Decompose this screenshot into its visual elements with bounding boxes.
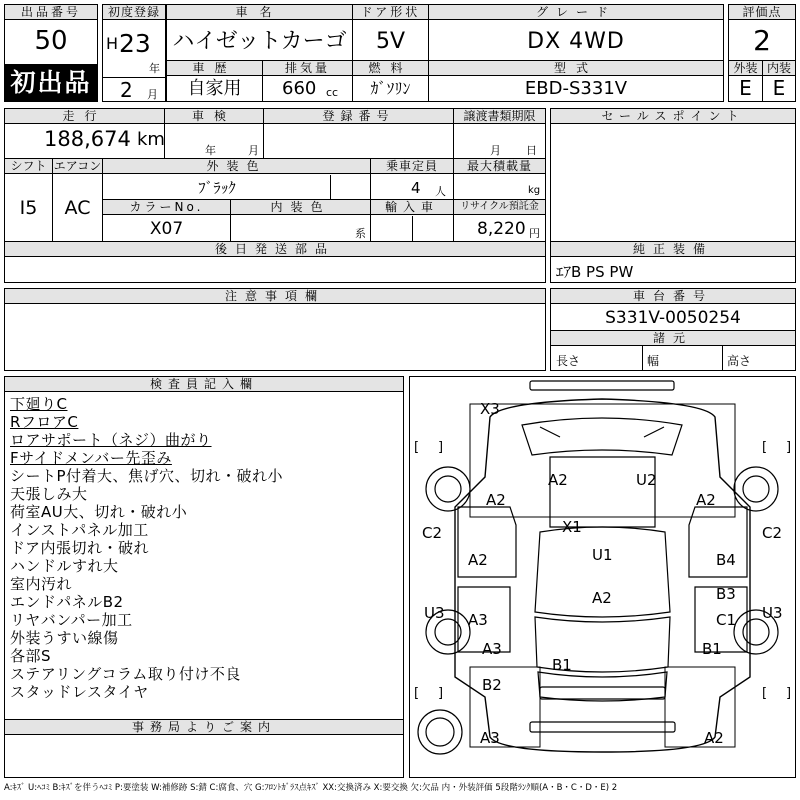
mileage: 188,674: [44, 127, 131, 151]
damage-code: U2: [636, 471, 657, 489]
equipment-list: ｴｱB PS PW: [556, 263, 634, 281]
grade: DX 4WD: [527, 29, 625, 54]
interior-grade: E: [772, 76, 786, 100]
damage-code: U3: [424, 604, 445, 622]
bracket-open: [: [414, 686, 420, 701]
ac-label: エアコン: [53, 159, 102, 173]
door-type: 5V: [375, 29, 406, 54]
damage-code: B1: [702, 640, 722, 658]
note-line: 荷室AU大、切れ・破れ小: [10, 503, 188, 521]
damage-legend: A:ｷｽﾞ U:ﾍｺﾐ B:ｷｽﾞを伴うﾍｺﾐ P:要塗装 W:補修跡 S:錆 C:腐食、穴 G:ﾌﾛﾝﾄｶﾞﾗｽ点ｷｽﾞ XX:交換済み X:要交換 欠:欠品 内・外装評価 5段階ﾗﾝｸ順(A・B・C・D・E) 2: [4, 783, 618, 793]
mileage-unit: km: [137, 129, 165, 150]
damage-code: A2: [468, 551, 488, 569]
bracket-close: ]: [786, 440, 792, 455]
note-line: RフロアC: [10, 413, 79, 431]
inspector-label: 検査員記入欄: [5, 377, 403, 392]
damage-code: A3: [468, 611, 488, 629]
office-label: 事務局よりご案内: [5, 720, 403, 735]
damage-code: A2: [486, 491, 506, 509]
damage-code: U1: [592, 546, 613, 564]
capacity: 4: [411, 179, 421, 197]
ext-color-label: 外装色: [103, 159, 370, 174]
damage-code: A3: [480, 729, 500, 747]
transfer-day-unit: 日: [526, 144, 537, 157]
mileage-label: 走行: [5, 109, 164, 124]
note-line: シートP付着大、焦げ穴、切れ・破れ小: [10, 467, 284, 485]
chassis-label: 車台番号: [551, 289, 795, 304]
lot-number: 50: [34, 26, 68, 56]
transfer-month-unit: 月: [490, 144, 501, 157]
note-line: 下廻りC: [10, 395, 68, 413]
model-label: 型式: [429, 61, 723, 76]
door-label: ドア形状: [353, 5, 428, 20]
month-unit: 月: [147, 88, 158, 101]
damage-code: X3: [480, 400, 500, 418]
bracket-close: ]: [438, 686, 444, 701]
air-conditioning: AC: [64, 197, 91, 219]
bracket-close: ]: [786, 686, 792, 701]
color-number: X07: [149, 219, 184, 239]
fuel: ｶﾞｿﾘﾝ: [370, 79, 411, 98]
shift: I5: [19, 197, 38, 219]
note-line: 外装うすい線傷: [10, 629, 119, 647]
status-badge: 初出品: [5, 64, 97, 101]
damage-code: A2: [696, 491, 716, 509]
damage-code: A2: [592, 589, 612, 607]
note-line: インストパネル加工: [10, 521, 149, 539]
import-label: 輸入車: [371, 200, 453, 215]
note-line: リヤバンパー加工: [10, 611, 133, 629]
score-label: 評価点: [729, 5, 795, 20]
note-line: ハンドルすれ大: [10, 557, 119, 575]
bracket-open: [: [414, 440, 420, 455]
damage-code: C2: [422, 524, 443, 542]
reg-year: 23: [119, 29, 151, 58]
inspection-year-unit: 年: [205, 144, 216, 157]
displacement: 660: [282, 78, 317, 99]
recycle-unit: 円: [529, 227, 540, 240]
damage-code: C2: [762, 524, 783, 542]
caution-label: 注意事項欄: [5, 289, 545, 304]
displacement-label: 排気量: [263, 61, 352, 76]
car-diagram: [410, 377, 795, 777]
width-label: 幅: [647, 354, 660, 368]
damage-code: B1: [552, 656, 572, 674]
damage-code: A3: [482, 640, 502, 658]
int-color-unit: 系: [355, 227, 366, 240]
interior-label: 内装: [763, 61, 795, 76]
damage-code: B2: [482, 676, 502, 694]
damage-code: C1: [716, 611, 737, 629]
note-line: エンドパネルB2: [10, 593, 124, 611]
note-line: Fサイドメンバー先歪み: [10, 449, 172, 467]
sales-point-label: セールスポイント: [551, 109, 795, 124]
note-line: ステアリングコラム取り付け不良: [10, 665, 241, 683]
bracket-open: [: [762, 686, 768, 701]
capacity-label: 乗車定員: [371, 159, 453, 174]
damage-code: B4: [716, 551, 736, 569]
note-line: スタッドレスタイヤ: [10, 683, 149, 701]
overall-score: 2: [753, 24, 771, 57]
year-unit: 年: [149, 62, 160, 75]
displacement-unit: cc: [326, 86, 339, 99]
history-label: 車歴: [167, 61, 262, 76]
vehicle-history: 自家用: [187, 78, 242, 99]
chassis-number: S331V-0050254: [605, 308, 741, 328]
bracket-open: [: [762, 440, 768, 455]
damage-code: B3: [716, 585, 736, 603]
damage-code: A2: [704, 729, 724, 747]
note-line: 室内汚れ: [10, 575, 73, 593]
damage-code: A2: [548, 471, 568, 489]
length-label: 長さ: [556, 354, 581, 368]
ext-color: ﾌﾞﾗｯｸ: [198, 179, 236, 197]
shift-label: シフト: [5, 159, 52, 174]
exterior-label: 外装: [729, 61, 762, 76]
note-line: 各部S: [10, 647, 52, 665]
grade-label: グレード: [429, 5, 723, 20]
lot-label: 出品番号: [5, 5, 97, 20]
reg-month: 2: [120, 78, 133, 102]
max-load-unit: kg: [528, 185, 541, 196]
capacity-unit: 人: [435, 185, 446, 198]
note-line: ドア内張切れ・破れ: [10, 539, 150, 557]
recycle-label: リサイクル預託金: [454, 200, 545, 215]
note-line: 天張しみ大: [10, 485, 88, 503]
bracket-close: ]: [438, 440, 444, 455]
fuel-label: 燃料: [353, 61, 428, 76]
transfer-docs-label: 譲渡書類期限: [454, 109, 545, 124]
color-no-label: カラーNo.: [103, 200, 230, 215]
car-name: ハイゼットカーゴ: [172, 29, 347, 54]
note-line: ロアサポート（ネジ）曲がり: [10, 431, 212, 449]
height-label: 高さ: [727, 354, 752, 368]
max-load-label: 最大積載量: [454, 159, 545, 174]
car-name-label: 車名: [167, 5, 352, 20]
era-letter: H: [106, 34, 119, 53]
damage-code: U3: [762, 604, 783, 622]
inspection-month-unit: 月: [248, 144, 259, 157]
damage-code: X1: [562, 518, 582, 536]
exterior-grade: E: [739, 76, 752, 100]
inspection-label: 車検: [165, 109, 263, 124]
recycle-fee: 8,220: [477, 219, 526, 239]
registration-no-label: 登録番号: [264, 109, 453, 124]
int-color-label: 内装色: [231, 200, 370, 215]
first-reg-label: 初度登録: [103, 5, 165, 20]
model-code: EBD-S331V: [524, 78, 628, 99]
equipment-label: 純正装備: [551, 242, 795, 257]
later-parts-label: 後日発送部品: [5, 242, 545, 257]
dims-label: 諸元: [551, 331, 795, 346]
